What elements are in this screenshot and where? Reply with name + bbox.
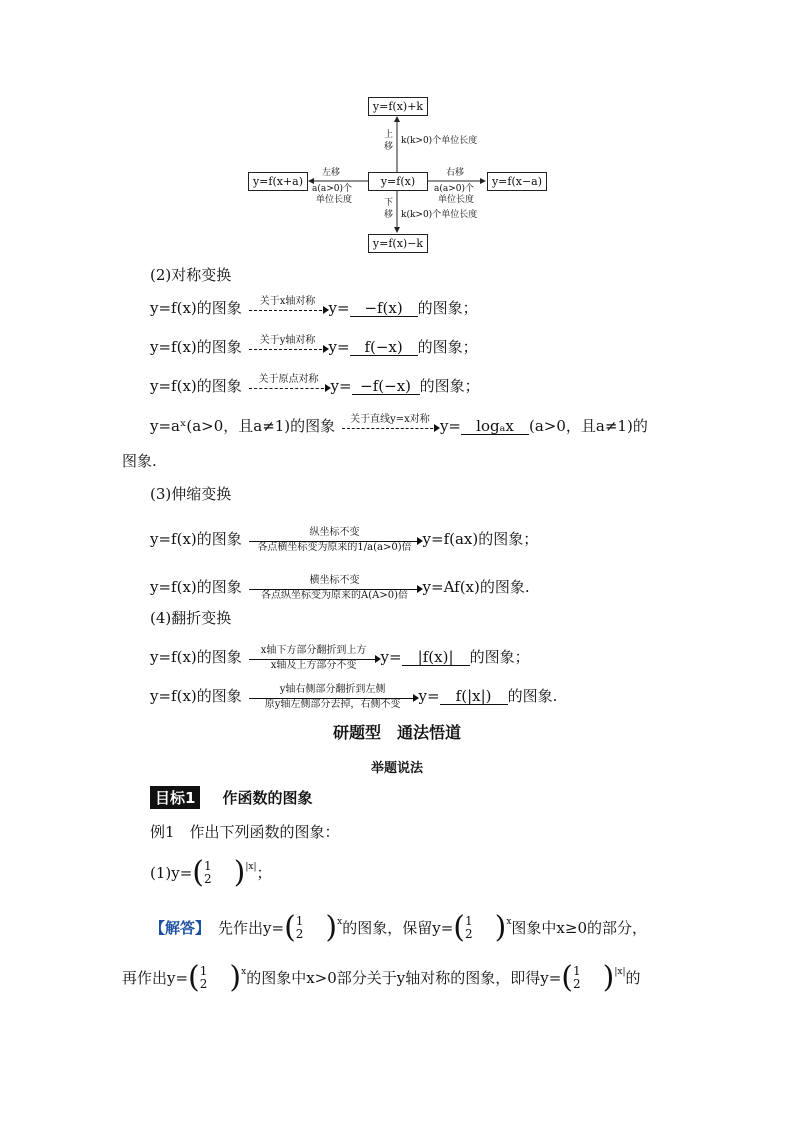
- flip-r2-post: 的图象.: [507, 687, 558, 705]
- sym-r2-mid: y=: [328, 338, 350, 356]
- stretch-r1-post: y=f(ax)的图象；: [422, 530, 539, 548]
- stretch-r1-arrow: [249, 527, 421, 553]
- sym-row-2: [150, 334, 478, 357]
- sym-r3-answer: −f(−x): [352, 378, 420, 395]
- answer-frac-1: [296, 915, 304, 941]
- sym-r3-arrow: [249, 374, 329, 389]
- answer-frac-3-num: 1: [199, 964, 208, 978]
- stretch-r2-pre: y=f(x)的图象: [150, 578, 242, 596]
- sym-r4-pre: y=aˣ(a>0，且a≠1)的图象: [150, 417, 336, 435]
- answer-line-1: [150, 910, 647, 946]
- flip-r1-bot: x轴及上方部分不变: [270, 660, 357, 671]
- sym-r1-arrow-label: 关于x轴对称: [259, 295, 316, 307]
- item1-frac-den: 2: [204, 872, 212, 886]
- sym-r2-pre: y=f(x)的图象: [150, 338, 242, 356]
- sym-r4-answer: logₐx: [461, 418, 529, 435]
- paren-right: ): [325, 910, 338, 945]
- sym-r2-arrow: [249, 335, 327, 350]
- sym-r3-mid: y=: [330, 377, 352, 395]
- stretch-r1-pre: y=f(x)的图象: [150, 530, 242, 548]
- right-bot2: 单位长度: [438, 195, 475, 205]
- stretch-r2-arrow: [249, 575, 421, 601]
- diagram-arrows: [0, 0, 794, 300]
- answer-e: 的图象中x>0部分关于y轴对称的图象，即得y=: [246, 969, 562, 987]
- answer-frac-1-num: 1: [295, 914, 304, 928]
- sym-r2-post: 的图象；: [417, 338, 478, 356]
- stretch-row-1: [150, 527, 538, 553]
- sym-r4-post: (a>0，且a≠1)的: [529, 417, 648, 435]
- answer-d: 再作出y=: [122, 969, 189, 987]
- sym-r2-arrow-label: 关于y轴对称: [259, 334, 316, 346]
- sym-r1-mid: y=: [328, 299, 350, 317]
- answer-exp-1: x: [337, 917, 343, 927]
- left-bot1: a(a>0)个: [312, 184, 353, 194]
- item1-frac: [204, 860, 212, 886]
- sym-r1-answer: −f(x): [350, 300, 418, 317]
- paren-left: (: [453, 910, 465, 945]
- answer-exp-4: |x|: [614, 967, 626, 977]
- flip-r2-answer: f(|x|): [440, 688, 508, 705]
- sym-r3-arrow-label: 关于原点对称: [258, 373, 319, 385]
- stretch-r1-bot: 各点横坐标变为原来的1/a(a>0)倍: [257, 542, 412, 553]
- answer-frac-4-num: 1: [573, 964, 581, 978]
- answer-tag: 【解答】: [150, 919, 211, 937]
- item1-pre: (1)y=: [150, 864, 193, 882]
- flip-r1-arrow: [249, 645, 379, 671]
- sym-row-3: [150, 373, 480, 396]
- flip-r2-pre: y=f(x)的图象: [150, 687, 242, 705]
- sym-row-1: [150, 295, 478, 318]
- sym-r4-mid: y=: [439, 417, 461, 435]
- section-title: 研题型 通法悟道: [332, 723, 461, 742]
- flip-r1-post: 的图象；: [469, 648, 530, 666]
- paren-right: ): [229, 960, 242, 995]
- item1-exp: |x|: [245, 862, 257, 872]
- flip-r2-bot: 原y轴左侧部分去掉，右侧不变: [264, 699, 401, 710]
- flip-r1-answer: |f(x)|: [402, 649, 470, 666]
- goal-title: 作函数的图象: [222, 789, 313, 807]
- left-top: 左移: [322, 168, 341, 178]
- flip-row-1: [150, 645, 530, 671]
- stretch-r2-bot: 各点纵坐标变为原来的A(A>0)倍: [261, 590, 409, 601]
- sym-r3-pre: y=f(x)的图象: [150, 377, 242, 395]
- answer-frac-2-den: 2: [464, 927, 473, 941]
- answer-b: 的图象，保留y=: [342, 919, 454, 937]
- sym-r1-pre: y=f(x)的图象: [150, 299, 242, 317]
- flip-heading: (4)翻折变换: [150, 609, 232, 627]
- example-line: 例1 作出下列函数的图象：: [150, 823, 340, 841]
- answer-frac-2: [465, 915, 473, 941]
- answer-f: 的: [625, 969, 641, 987]
- sym-r4-cont: 图象.: [122, 452, 157, 470]
- sym-r4-arrow-label: 关于直线y=x对称: [350, 413, 430, 425]
- box-right: y=f(x−a): [487, 172, 547, 191]
- flip-r1-top: x轴下方部分翻折到上方: [260, 645, 367, 656]
- sym-row-4: [150, 413, 648, 436]
- down-label-b: 移: [384, 210, 394, 220]
- sym-r1-arrow: [249, 296, 327, 311]
- flip-r2-arrow: [249, 684, 417, 710]
- stretch-heading: (3)伸缩变换: [150, 485, 232, 503]
- answer-c: 图象中x≥0的部分，: [511, 919, 647, 937]
- sub-title: 举题说法: [370, 761, 423, 776]
- paren-left: (: [284, 910, 296, 945]
- answer-exp-2: x: [506, 917, 512, 927]
- right-top: 右移: [446, 168, 465, 178]
- goal-badge: 目标1: [150, 786, 200, 809]
- paren-right: ): [233, 855, 246, 890]
- flip-r2-mid: y=: [418, 687, 440, 705]
- answer-frac-4-den: 2: [573, 977, 581, 991]
- down-desc: k(k>0)个单位长度: [401, 210, 478, 220]
- goal-header: [150, 786, 312, 809]
- sym-r1-post: 的图象；: [417, 299, 478, 317]
- up-desc: k(k>0)个单位长度: [401, 136, 478, 146]
- item1-frac-num: 1: [204, 859, 212, 873]
- item1-line: [150, 855, 272, 891]
- paren-right: ): [602, 960, 615, 995]
- paren-left: (: [188, 960, 200, 995]
- sym-r3-post: 的图象；: [419, 377, 480, 395]
- box-top: y=f(x)+k: [368, 97, 428, 116]
- sym-heading: (2)对称变换: [150, 266, 232, 284]
- stretch-r2-top: 横坐标不变: [309, 575, 360, 586]
- box-center: y=f(x): [368, 172, 428, 191]
- answer-a: 先作出y=: [218, 919, 285, 937]
- flip-r1-mid: y=: [380, 648, 402, 666]
- paren-left: (: [192, 855, 205, 890]
- stretch-r1-top: 纵坐标不变: [309, 527, 360, 538]
- answer-frac-1-den: 2: [295, 927, 304, 941]
- answer-frac-3-den: 2: [199, 977, 208, 991]
- box-left: y=f(x+a): [248, 172, 308, 191]
- box-bottom: y=f(x)−k: [368, 234, 428, 253]
- paren-right: ): [494, 910, 507, 945]
- up-label-b: 移: [384, 142, 394, 152]
- flip-r2-top: y轴右侧部分翻折到左侧: [279, 684, 386, 695]
- stretch-row-2: [150, 575, 530, 601]
- sym-r2-answer: f(−x): [350, 339, 418, 356]
- up-label-a: 上: [384, 130, 394, 140]
- down-label-a: 下: [384, 198, 394, 208]
- answer-frac-2-num: 1: [464, 914, 473, 928]
- item1-post: ；: [256, 864, 272, 882]
- right-bot1: a(a>0)个: [434, 184, 475, 194]
- sym-r4-arrow: [342, 414, 438, 429]
- paren-left: (: [561, 960, 574, 995]
- left-bot2: 单位长度: [316, 195, 353, 205]
- answer-frac-3: [200, 965, 208, 991]
- flip-r1-pre: y=f(x)的图象: [150, 648, 242, 666]
- answer-exp-3: x: [241, 967, 247, 977]
- stretch-r2-post: y=Af(x)的图象.: [422, 578, 530, 596]
- flip-row-2: [150, 684, 557, 710]
- answer-frac-4: [573, 965, 581, 991]
- answer-line-2: [122, 960, 641, 996]
